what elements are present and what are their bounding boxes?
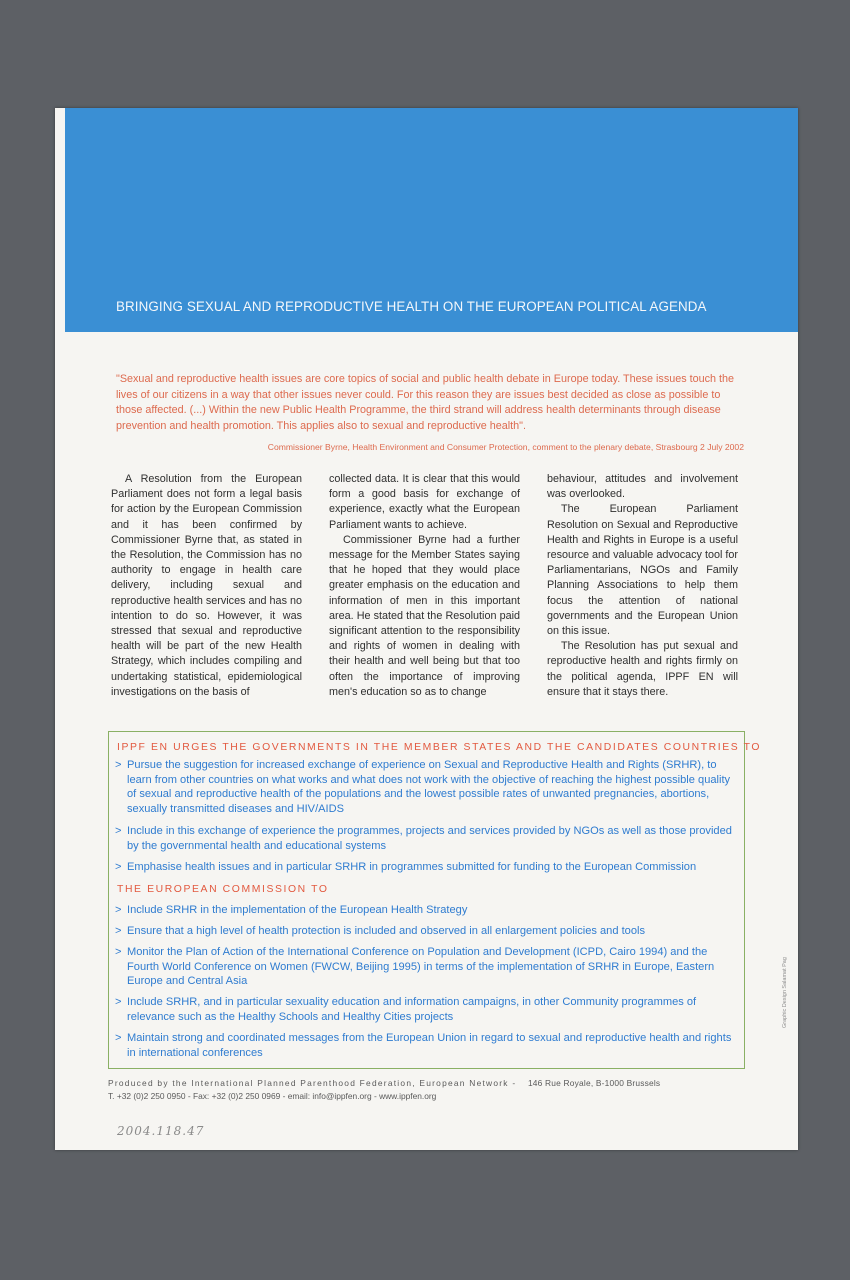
list-item: > Pursue the suggestion for increased exchange of experience on Sexual and Reproductive Health and Rights (SRHR), to learn from other countries on what works and what does not work with the objective of reaching the highest possible quality of sexual and reproductive health of the populations and the lowest possible rates of unwanted pregnancies, abortions, sexually transmitted diseases and HIV/AIDS xyxy=(115,759,731,815)
commission-heading: THE EUROPEAN COMMISSION TO xyxy=(117,884,329,895)
arrow-icon: > xyxy=(115,996,122,1008)
leaflet-page xyxy=(55,108,798,1150)
quote-text: "Sexual and reproductive health issues are core topics of social and public health debate in Europe today. These issues touch the lives of our citizens in a way that other issues never could. For this reason they are issues best decided as close as possible to those affected. (...) Within the new Public Health Programme, the third strand will address health determinants through disease prevention and health promotion. This applies also to sexual and reproductive health". xyxy=(116,373,735,432)
body-column-1 xyxy=(111,472,302,700)
footer-address: 146 Rue Royale, B-1000 Brussels xyxy=(527,1078,661,1088)
arrow-icon: > xyxy=(115,759,122,771)
arrow-icon: > xyxy=(115,925,122,937)
list-item: > Monitor the Plan of Action of the International Conference on Population and Development (ICPD, Cairo 1994) and the Fourth World Conference on Women (FWCW, Beijing 1995) in terms of the implementation of SRHR in Europe, Eastern Europe and Central Asia xyxy=(115,946,715,987)
paragraph: The Resolution has put sexual and reproductive health and rights firmly on the political agenda, IPPF EN will ensure that it stays there. xyxy=(547,640,738,698)
footer-producer-line xyxy=(108,1078,660,1088)
paragraph: Commissioner Byrne had a further message for the Member States saying that he hoped that they would place greater emphasis on the education and information of men in this important area. He stated that the Resolution paid significant attention to the responsibility and rights of women in dealing with their health and well being but that too often the importance of improving men's education so as to change xyxy=(329,533,520,698)
arrow-icon: > xyxy=(115,904,122,916)
arrow-icon: > xyxy=(115,946,122,958)
list-item: > Ensure that a high level of health protection is included and observed in all enlargement policies and tools xyxy=(115,925,646,937)
quote-attribution: Commissioner Byrne, Health Environment and Consumer Protection, comment to the plenary debate, Strasbourg 2 July 2002 xyxy=(267,442,744,452)
page-title: BRINGING SEXUAL AND REPRODUCTIVE HEALTH ON THE EUROPEAN POLITICAL AGENDA xyxy=(116,299,707,314)
arrow-icon: > xyxy=(115,825,122,837)
list-item: > Include SRHR, and in particular sexuality education and information campaigns, in other Community programmes of relevance such as the Healthy Schools and Healthy Cities projects xyxy=(115,996,697,1023)
header-band xyxy=(65,108,798,332)
governments-heading: IPPF EN URGES THE GOVERNMENTS IN THE MEMBER STATES AND THE CANDIDATES COUNTRIES TO xyxy=(117,742,762,753)
footer-producer: Produced by the International Planned Parenthood Federation, European Network xyxy=(108,1078,509,1088)
list-item: > Emphasise health issues and in particular SRHR in programmes submitted for funding to the European Commission xyxy=(115,861,697,873)
paragraph: behaviour, attitudes and involvement was overlooked. xyxy=(547,473,738,501)
list-item: > Maintain strong and coordinated messages from the European Union in regard to sexual and reproductive health and rights in international conferences xyxy=(115,1032,732,1059)
arrow-icon: > xyxy=(115,1032,122,1044)
design-credit: Graphic Design Salamat Pag xyxy=(782,957,788,1028)
paragraph: A Resolution from the European Parliament does not form a legal basis for action by the European Commission and it has been confirmed by Commissioner Byrne that, as stated in the Resolution, the Commission has no authority to engage in health care delivery, including sexual and reproductive health services and has no intention to do so. However, it was stressed that sexual and reproductive health will be part of the new Health Strategy, which includes compiling and undertaking statistical, epidemiological investigations on the basis of xyxy=(111,473,302,698)
body-column-2 xyxy=(329,472,520,700)
paragraph: The European Parliament Resolution on Sexual and Reproductive Health and Rights in Europe is a useful resource and valuable advocacy tool for Parliamentarians, NGOs and Family Planning Associations to help them focus the attention of national governments and the European Union on this issue. xyxy=(547,503,738,638)
handwritten-accession-number: 2004.118.47 xyxy=(117,1124,205,1138)
arrow-icon: > xyxy=(115,861,122,873)
footer-contact: T. +32 (0)2 250 0950 - Fax: +32 (0)2 250 0969 - email: info@ippfen.org - www.ippfen.org xyxy=(108,1091,437,1101)
list-item: > Include in this exchange of experience the programmes, projects and services provided by NGOs as well as those provided by the governmental health and educational systems xyxy=(115,825,732,852)
body-column-3 xyxy=(547,472,738,700)
recommendations-box xyxy=(108,731,762,1069)
footer-separator: - xyxy=(512,1078,517,1088)
paragraph: collected data. It is clear that this would form a good basis for exchange of experience, exactly what the European Parliament wants to achieve. xyxy=(329,473,520,531)
list-item: > Include SRHR in the implementation of the European Health Strategy xyxy=(115,904,468,916)
